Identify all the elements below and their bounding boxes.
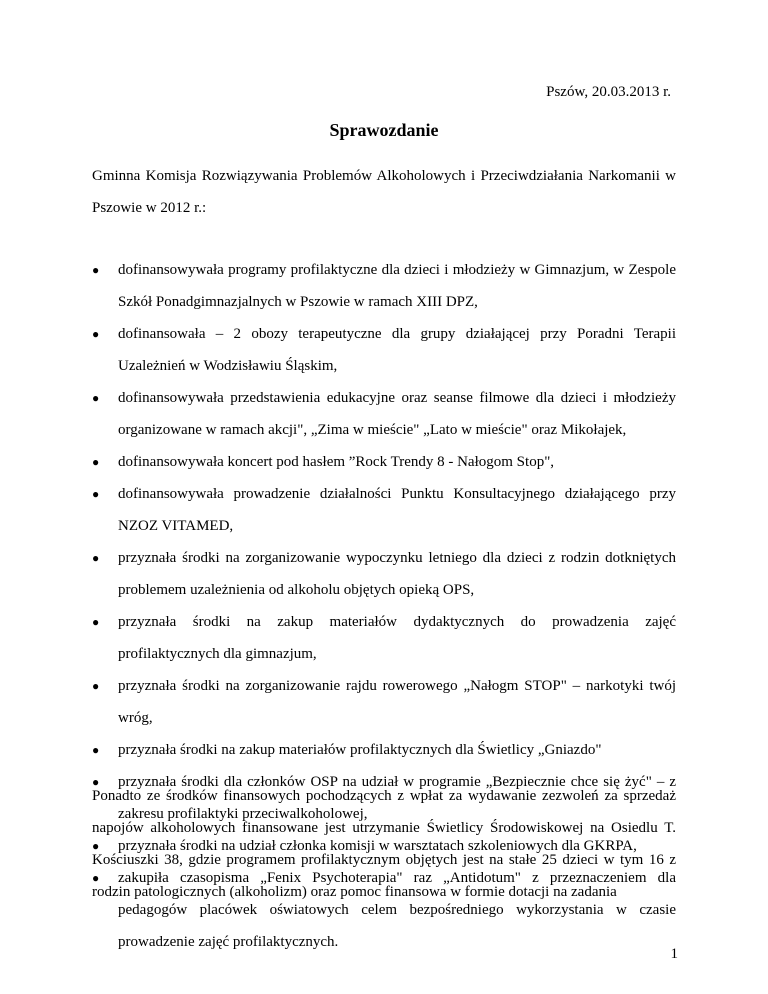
document-date: Pszów, 20.03.2013 r.	[546, 84, 671, 100]
list-item-text: dofinansowywała programy profilaktyczne dla dzieci i młodzieży w Gimnazjum, w Zespole Szkół Ponadgimnazjalnych w Pszowie w ramach XIII DPZ,	[118, 262, 676, 310]
bullet-icon: ●	[92, 263, 100, 277]
list-item	[92, 446, 676, 478]
document-title: Sprawozdanie	[329, 120, 439, 140]
list-item	[92, 542, 676, 606]
list-item-text: przyznała środki na zakup materiałów profilaktycznych dla Świetlicy „Gniazdo"	[118, 742, 602, 758]
list-item-text: dofinansowywała koncert pod hasłem ”Rock Trendy 8 - Nałogom Stop",	[118, 454, 555, 470]
list-item	[92, 734, 676, 766]
bullet-icon: ●	[92, 679, 100, 693]
bullet-icon: ●	[92, 455, 100, 469]
list-item	[92, 254, 676, 318]
bullet-icon: ●	[92, 839, 100, 853]
bullet-icon: ●	[92, 615, 100, 629]
list-item-text: przyznała środki dla członków OSP na udział w programie „Bezpiecznie chce się żyć" – z zakresu profilaktyki przeciwalkoholowej,	[118, 774, 676, 822]
list-item	[92, 318, 676, 382]
list-item-text: przyznała środki na udział członka komisji w warsztatach szkoleniowych dla GKRPA,	[118, 838, 637, 854]
list-item	[92, 382, 676, 446]
list-item-text: przyznała środki na zakup materiałów dydaktycznych do prowadzenia zajęć profilaktycznych dla gimnazjum,	[118, 614, 676, 662]
bullet-icon: ●	[92, 487, 100, 501]
list-item-text: przyznała środki na zorganizowanie rajdu rowerowego „Nałogm STOP" – narkotyki twój wróg,	[118, 678, 676, 726]
bullet-icon: ●	[92, 775, 100, 789]
bullet-icon: ●	[92, 743, 100, 757]
page-number: 1	[670, 946, 678, 962]
list-item-text: przyznała środki na zorganizowanie wypoczynku letniego dla dzieci z rodzin dotkniętych problemem uzależnienia od alkoholu objętych opieką OPS,	[118, 550, 676, 598]
list-item	[92, 670, 676, 734]
list-item-text: zakupiła czasopisma „Fenix Psychoterapia" raz „Antidotum" z przeznaczeniem dla pedagogów placówek oświatowych celem bezpośredniego wykorzystania w czasie prowadzenie zajęć profilaktycznych.	[118, 870, 676, 950]
list-item	[92, 606, 676, 670]
bullet-icon: ●	[92, 327, 100, 341]
list-item-text: dofinansowywała przedstawienia edukacyjne oraz seanse filmowe dla dzieci i młodzieży organizowane w ramach akcji", „Zima w mieście" „Lato w mieście" oraz Mikołajek,	[118, 390, 676, 438]
bullet-icon: ●	[92, 551, 100, 565]
bullet-icon: ●	[92, 871, 100, 885]
closing-paragraph: Ponadto ze środków finansowych pochodzących z wpłat za wydawanie zezwoleń za sprzedaż napojów alkoholowych finansowane jest utrzymanie Świetlicy Środowiskowej na Osiedlu T. Kościuszki 38, gdzie programem profilaktycznym objętych jest na stałe 25 dzieci w tym 16 z rodzin patologicznych (alkoholizm) oraz pomoc finansowa w formie dotacji na zadania	[92, 788, 676, 900]
intro-paragraph: Gminna Komisja Rozwiązywania Problemów Alkoholowych i Przeciwdziałania Narkomanii w Pszowie w 2012 r.:	[92, 168, 676, 216]
list-item-text: dofinansowywała prowadzenie działalności Punktu Konsultacyjnego działającego przy NZOZ VITAMED,	[118, 486, 676, 534]
bullet-icon: ●	[92, 391, 100, 405]
list-item-text: dofinansowała – 2 obozy terapeutyczne dla grupy działającej przy Poradni Terapii Uzależnień w Wodzisławiu Śląskim,	[118, 326, 676, 374]
list-item	[92, 478, 676, 542]
